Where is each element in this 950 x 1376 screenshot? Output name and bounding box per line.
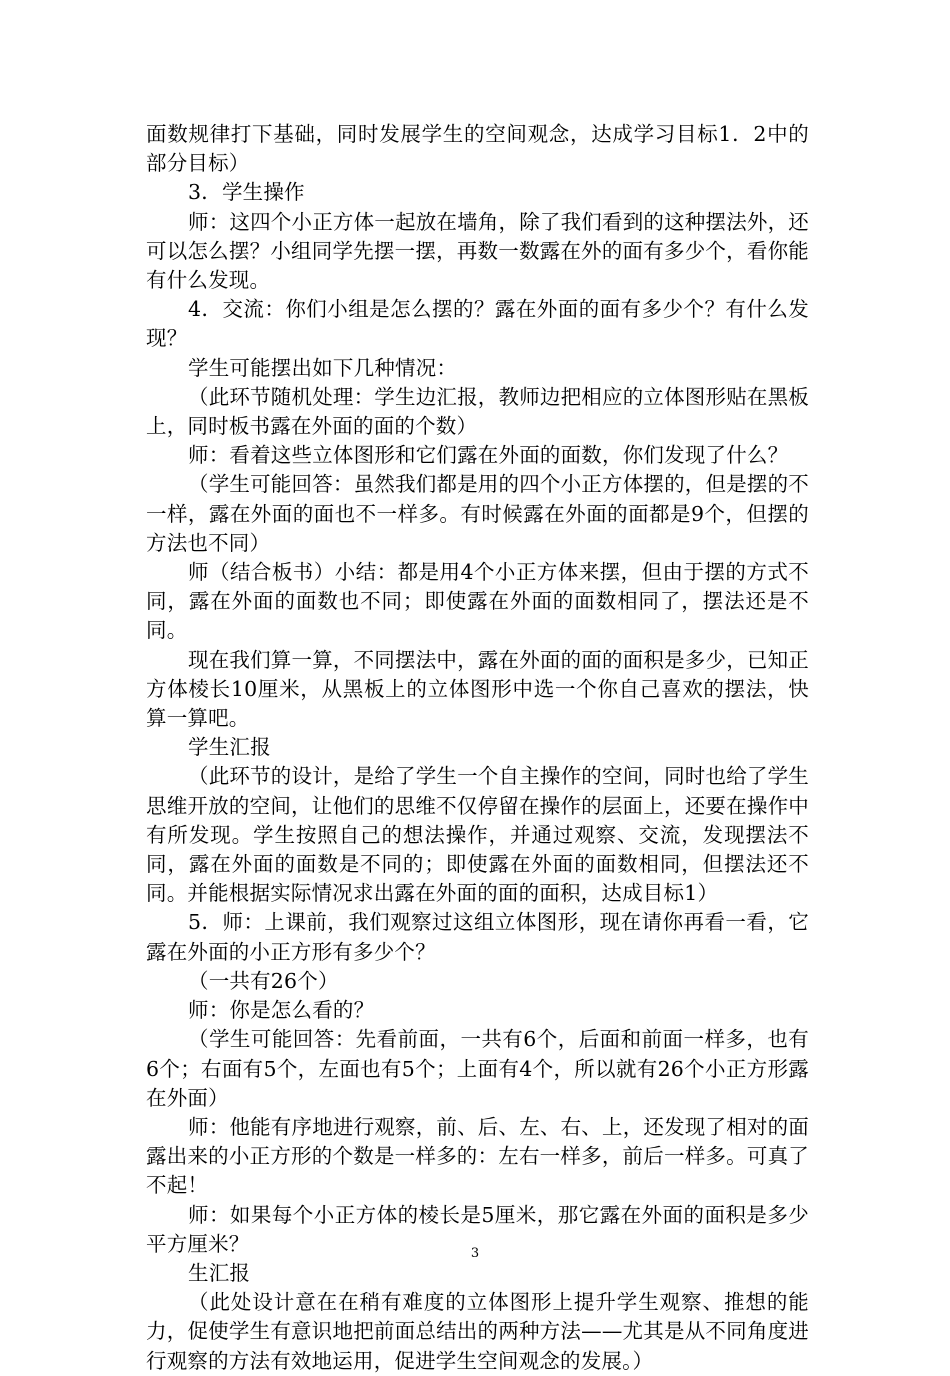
paragraph: （学生可能回答：先看前面，一共有6个，后面和前面一样多，也有6个；右面有5个，左面也有5个；上面有4个，所以就有26个小正方形露在外面）	[146, 1027, 809, 1110]
paragraph: 师：如果每个小正方体的棱长是5厘米，那它露在外面的面积是多少平方厘米？	[146, 1202, 809, 1256]
document-body	[146, 120, 809, 1376]
paragraph: （一共有26个）	[188, 968, 339, 993]
paragraph: 现在我们算一算，不同摆法中，露在外面的面的面积是多少，已知正方体棱长10厘米，从黑板上的立体图形中选一个你自己喜欢的摆法，快算一算吧。	[146, 647, 809, 731]
paragraph: 师：你是怎么看的？	[188, 998, 375, 1023]
page-number: 3	[470, 1246, 480, 1261]
section-heading: 4．交流：你们小组是怎么摆的？露在外面的面有多少个？有什么发现？	[146, 297, 809, 351]
paragraph: 面数规律打下基础，同时发展学生的空间观念，达成学习目标1．2中的部分目标）	[146, 122, 809, 176]
paragraph: 师：他能有序地进行观察，前、后、左、右、上，还发现了相对的面露出来的小正方形的个数是一样多的：左右一样多，前后一样多。可真了不起！	[146, 1114, 809, 1198]
paragraph: 学生汇报	[188, 735, 271, 760]
section-heading: 3．学生操作	[188, 180, 305, 205]
paragraph: 学生可能摆出如下几种情况：	[188, 355, 458, 380]
paragraph: 师：看着这些立体图形和它们露在外面的面数，你们发现了什么？	[188, 443, 789, 468]
paragraph: （此环节的设计，是给了学生一个自主操作的空间，同时也给了学生思维开放的空间，让他们的思维不仅停留在操作的层面上，还要在操作中有所发现。学生按照自己的想法操作，并通过观察、交流，发现摆法不同，露在外面的面数是不同的；即使露在外面的面数相同，但摆法还不同。并能根据实际情况求出露在外面的面的面积，达成目标1）	[146, 764, 809, 906]
paragraph: 师（结合板书）小结：都是用4个小正方体来摆，但由于摆的方式不同，露在外面的面数也不同；即使露在外面的面数相同了，摆法还是不同。	[146, 560, 809, 643]
paragraph: 生汇报	[188, 1260, 251, 1285]
paragraph: 师：这四个小正方体一起放在墙角，除了我们看到的这种摆法外，还可以怎么摆？小组同学先摆一摆，再数一数露在外的面有多少个，看你能有什么发现。	[146, 209, 809, 293]
paragraph: （此处设计意在在稍有难度的立体图形上提升学生观察、推想的能力，促使学生有意识地把前面总结出的两种方法——尤其是从不同角度进行观察的方法有效地运用，促进学生空间观念的发展。）	[146, 1290, 809, 1373]
section-heading: 5．师：上课前，我们观察过这组立体图形，现在请你再看一看，它露在外面的小正方形有多少个？	[146, 910, 809, 964]
paragraph: （此环节随机处理：学生边汇报，教师边把相应的立体图形贴在黑板上，同时板书露在外面的面的个数）	[146, 384, 809, 439]
paragraph: （学生可能回答：虽然我们都是用的四个小正方体摆的，但是摆的不一样，露在外面的面也不一样多。有时候露在外面的面都是9个，但摆的方法也不同）	[146, 472, 809, 555]
